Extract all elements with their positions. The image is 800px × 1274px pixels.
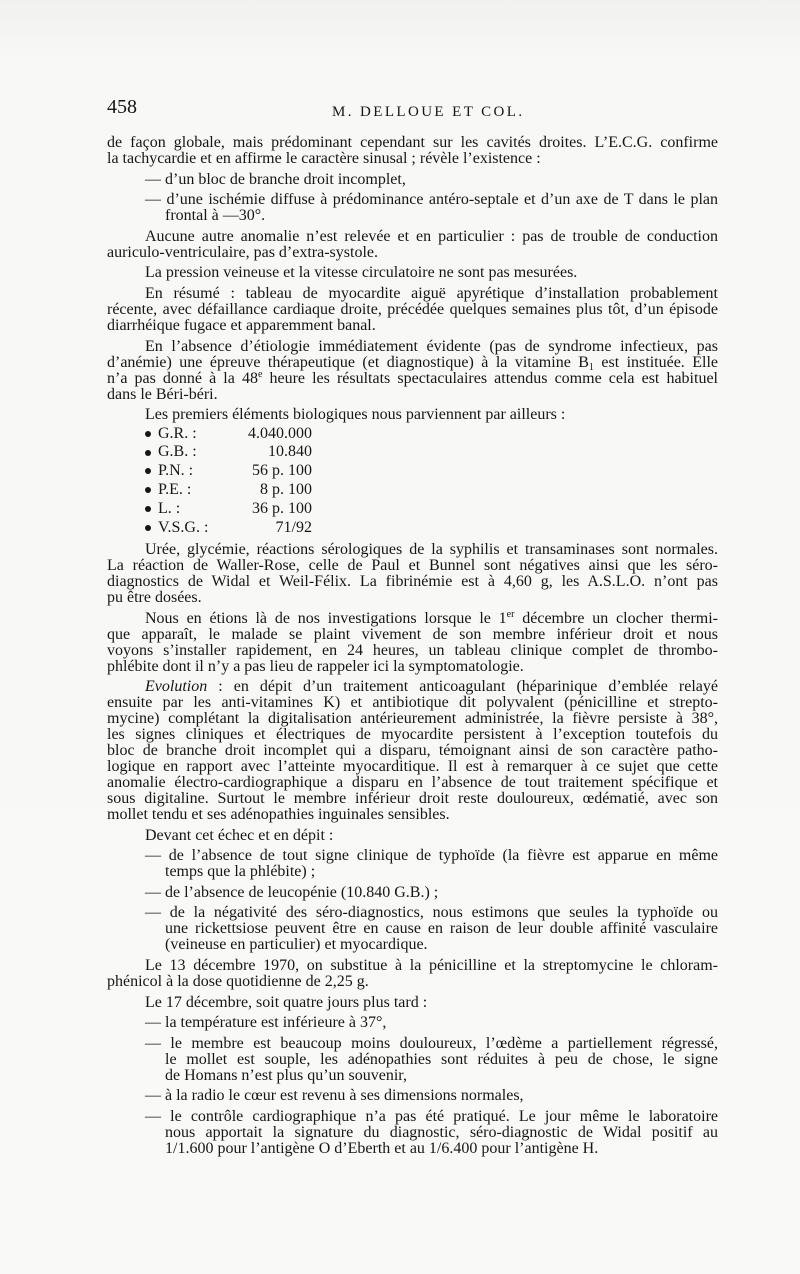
lab-result-value: 71/92 (275, 518, 312, 536)
subscript: 1 (588, 361, 594, 373)
text-line: La pression veineuse et la vitesse circulatoire ne sont pas mesurées. (145, 264, 578, 282)
article-body (107, 135, 718, 1157)
text-line: récente, avec défaillance cardiaque droite, précédée quelques semaines plus tôt, d’un épisode (107, 300, 718, 318)
text-line: phénicol à la dose quotidienne de 2,25 g. (107, 973, 369, 991)
lab-result-row (145, 462, 718, 481)
lab-result-label: P.N. : (158, 462, 194, 480)
text-line: La réaction de Waller-Rose, celle de Paul et Bunnel sont négatives ainsi que les séro- (107, 556, 718, 574)
text-line: pu être dosées. (107, 588, 202, 606)
lab-result-label: V.S.G. : (158, 518, 209, 536)
lab-result-row (145, 425, 718, 444)
text-line: Urée, glycémie, réactions sérologiques de la syphilis et transaminases sont normales. (145, 540, 718, 558)
text-line: En l’absence d’étiologie immédiatement évidente (pas de syndrome infectieux, pas (145, 337, 718, 355)
text-line: mollet tendu et ses adénopathies inguinales sensibles. (107, 806, 450, 824)
dash-list-item (107, 885, 718, 901)
text-line: frontal à —30°. (165, 207, 266, 225)
text-line: — de la négativité des séro-diagnostics, nous estimons que seules la typhoïde ou (145, 904, 718, 922)
superscript: e (257, 368, 263, 380)
text-segment: décembre un clocher thermi- (514, 609, 718, 627)
text-line: dans le Béri-béri. (107, 385, 218, 403)
text-line: nous apportait la signature du diagnostic, séro-diagnostic de Widal positif au (165, 1124, 718, 1142)
text-line: — le contrôle cardiographique n’a pas été pratiqué. Le jour même le laboratoire (145, 1108, 718, 1126)
italic-text: Evolution (145, 678, 208, 696)
paragraph (107, 542, 718, 606)
lab-result-label: P.E. : (158, 480, 192, 498)
text-line: de Homans n’est plus qu’un souvenir, (165, 1066, 407, 1084)
bullet-icon (145, 468, 151, 474)
dash-list-item (107, 192, 718, 224)
lab-result-label: L. : (158, 499, 181, 517)
text-line (145, 608, 718, 627)
text-line: que apparaît, le malade se plaint vivement de son membre inférieur droit et nous (107, 625, 718, 643)
text-line: Devant cet échec et en dépit : (145, 826, 334, 844)
text-line: (veineuse en particulier) et myocardique. (165, 936, 428, 954)
paragraph (107, 828, 718, 844)
text-line: — la température est inférieure à 37°, (145, 1014, 387, 1032)
lab-result-row (145, 519, 718, 538)
lab-results-list (107, 425, 718, 538)
text-segment: heure les résultats spectaculaires attendus comme cela est habituel (262, 369, 718, 387)
paragraph (107, 229, 718, 261)
continued-paragraph (107, 135, 718, 167)
text-line: En résumé : tableau de myocardite aiguë apyrétique d’installation probablement (145, 284, 718, 302)
text-segment: n’a pas donné à la 48 (107, 369, 258, 387)
text-line (145, 679, 718, 695)
text-line (107, 355, 718, 371)
dash-list-item (107, 1036, 718, 1084)
bullet-icon (145, 487, 151, 493)
bullet-icon (145, 506, 151, 512)
text-line: sous digitaline. Surtout le membre inférieur droit reste douloureux, œdématié, avec son (107, 790, 718, 808)
bullet-icon (145, 525, 151, 531)
text-segment: : en dépit d’un traitement anticoagulant (héparinique d’emblée relayé (207, 678, 718, 696)
lab-result-value: 4.040.000 (248, 424, 312, 442)
lab-result-value: 36 p. 100 (252, 499, 312, 517)
text-segment: Nous en étions là de nos investigations lorsque le 1 (145, 609, 507, 627)
superscript: er (506, 608, 515, 620)
lab-result-value: 10.840 (268, 443, 312, 461)
text-line: 1/1.600 pour l’antigène O d’Eberth et au 1/6.400 pour l’antigène H. (165, 1140, 599, 1158)
text-line: phlébite dont il n’y a pas lieu de rappeler ici la symptomatologie. (107, 657, 524, 675)
dash-list-item (107, 172, 718, 188)
text-line: la tachycardie et en affirme le caractère sinusal ; révèle l’existence : (107, 150, 541, 167)
lab-result-row (145, 443, 718, 462)
lab-result-label: G.B. : (158, 443, 197, 461)
dash-list-item (107, 905, 718, 953)
bullet-icon (145, 450, 151, 456)
dash-list-item (107, 1109, 718, 1157)
text-line (107, 368, 718, 387)
dash-list-item (107, 1015, 718, 1031)
text-segment: est instituée. Elle (593, 353, 719, 371)
text-line: — d’une ischémie diffuse à prédominance antéro-septale et d’un axe de T dans le plan (145, 191, 718, 209)
text-line: Le 13 décembre 1970, on substitue à la pénicilline et la streptomycine le chloram- (145, 957, 718, 975)
text-line: mycine) complétant la digitalisation antérieurement administrée, la fièvre persiste à 38°, (107, 710, 718, 728)
text-line: — d’un bloc de branche droit incomplet, (145, 170, 406, 188)
lab-result-value: 56 p. 100 (252, 462, 312, 480)
text-line: une rickettsiose peuvent être en cause en raison de leur double affinité vasculaire (165, 920, 718, 938)
text-line: logique en rapport avec l’atteinte myocarditique. Il est à remarquer à ce sujet que cette (107, 758, 718, 776)
text-line: Aucune autre anomalie n’est relevée et en particulier : pas de trouble de conduction (145, 227, 718, 245)
paragraph (107, 995, 718, 1011)
dash-list-item (107, 1088, 718, 1104)
text-line: — le membre est beaucoup moins douloureux, l’œdème a partiellement régressé, (145, 1034, 718, 1052)
text-line: le mollet est souple, les adénopathies sont réduites à peu de chose, le signe (165, 1050, 718, 1068)
text-segment: d’anémie) une épreuve thérapeutique (et diagnostique) à la vitamine B (107, 353, 589, 371)
lab-result-row (145, 481, 718, 500)
lab-result-value: 8 p. 100 (260, 480, 312, 498)
paragraph (107, 679, 718, 823)
page-number: 458 (107, 96, 137, 118)
paragraph (107, 958, 718, 990)
text-line: anomalie électro-cardiographique a disparu en l’absence de tout traitement spécifique et (107, 774, 718, 792)
text-line: Les premiers éléments biologiques nous parviennent par ailleurs : (145, 406, 566, 424)
text-line: diagnostics de Widal et Weil-Félix. La fibrinémie est à 4,60 g, les A.S.L.O. n’ont pas (107, 572, 718, 590)
text-line: voyons s’installer rapidement, en 24 heures, un tableau clinique complet de thrombo- (107, 641, 718, 659)
text-line: temps que la phlébite) ; (165, 863, 316, 881)
text-line: ensuite par les anti-vitamines K) et antibiotique dit polyvalent (pénicilline et strepto- (107, 694, 718, 712)
text-line: — de l’absence de tout signe clinique de typhoïde (la fièvre est apparue en même (145, 847, 718, 865)
paragraph (107, 608, 718, 675)
text-line: diarrhéique fugace et apparemment banal. (107, 316, 376, 334)
paragraph (107, 286, 718, 334)
paragraph (107, 339, 718, 403)
text-line: les signes cliniques et électriques de myocardite persistent à l’exception toutefois du (107, 726, 718, 744)
lab-result-label: G.R. : (158, 424, 197, 442)
text-line: — à la radio le cœur est revenu à ses dimensions normales, (145, 1087, 524, 1105)
text-line: Le 17 décembre, soit quatre jours plus tard : (145, 993, 428, 1011)
running-title: M. DELLOUE ET COL. (332, 104, 525, 120)
text-line: auriculo-ventriculaire, pas d’extra-systole. (107, 243, 378, 261)
text-line: — de l’absence de leucopénie (10.840 G.B.) ; (145, 883, 439, 901)
paragraph (107, 407, 718, 423)
dash-list-item (107, 848, 718, 880)
text-line: bloc de branche droit incomplet qui a disparu, témoignant ainsi de son caractère patho- (107, 742, 718, 760)
lab-result-row (145, 500, 718, 519)
text-line: de façon globale, mais prédominant cependant sur les cavités droites. L’E.C.G. confirme (107, 134, 718, 151)
paragraph (107, 265, 718, 281)
bullet-icon (145, 431, 151, 437)
